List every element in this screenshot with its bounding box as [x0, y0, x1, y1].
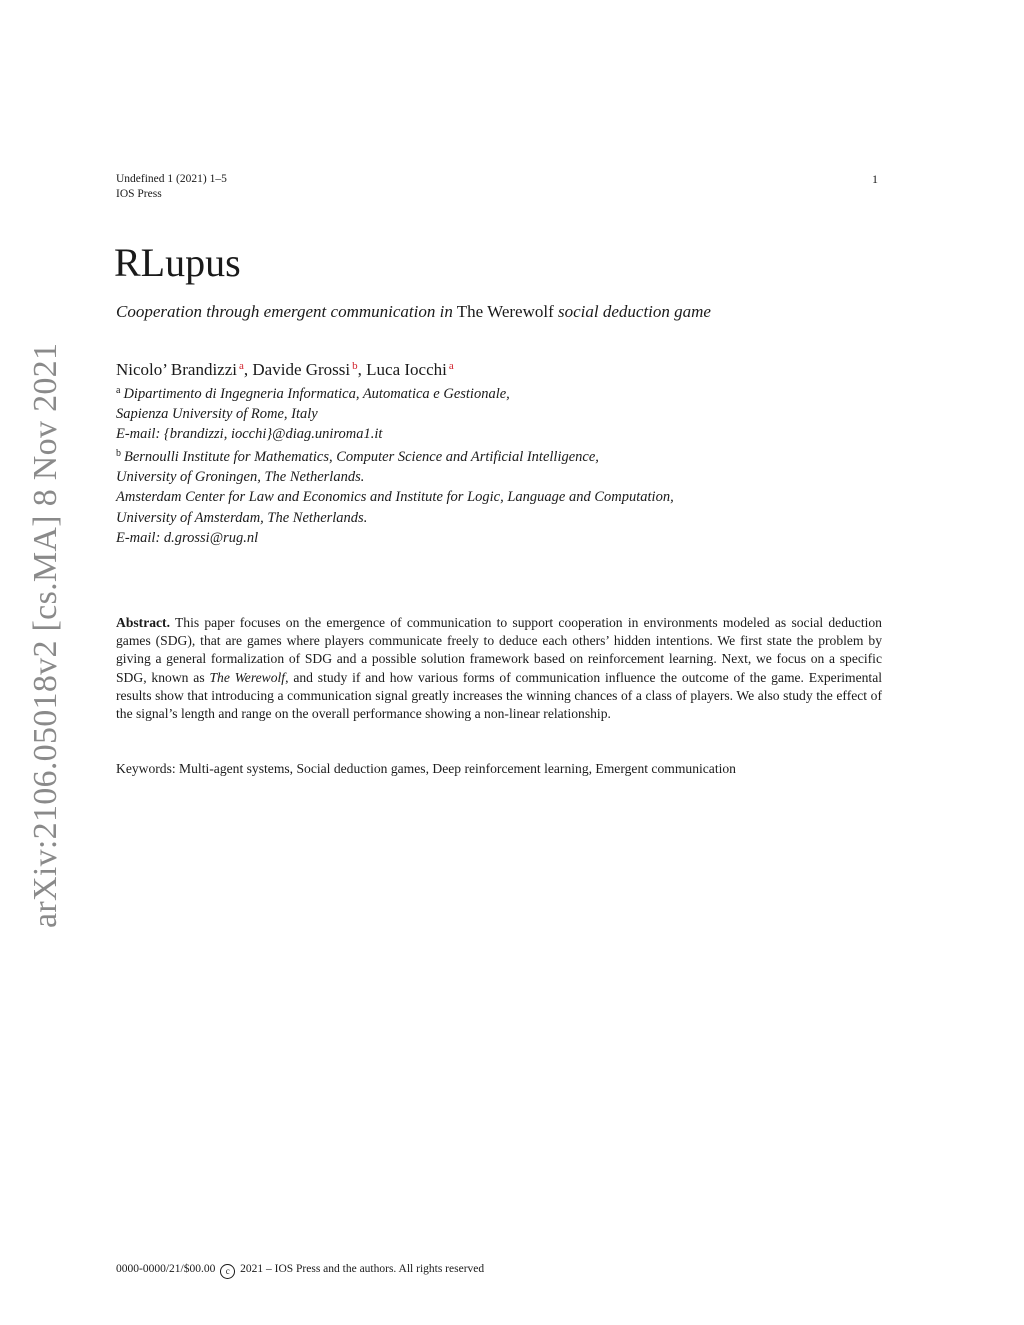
journal-volume: Undefined 1 (2021) 1–5: [116, 173, 227, 185]
affiliation-line: [116, 444, 674, 467]
affiliation-line: [116, 424, 674, 444]
arxiv-stamp: arXiv:2106.05018v2 [cs.MA] 8 Nov 2021: [27, 342, 64, 928]
subtitle-part-3: social deduction game: [558, 302, 711, 321]
affiliation-email: E-mail: {brandizzi, iocchi}@diag.uniroma1.it: [116, 426, 383, 443]
journal-publisher: IOS Press: [116, 188, 162, 200]
affiliation-text: Amsterdam Center for Law and Economics and Institute for Logic, Language and Computation,: [116, 489, 674, 506]
copyright-footer: [116, 1262, 484, 1279]
affiliation-text: University of Groningen, The Netherlands.: [116, 469, 365, 486]
keywords: Keywords: Multi-agent systems, Social deduction games, Deep reinforcement learning, Emergent communication: [116, 761, 736, 776]
abstract-text: , and study if and how various forms of communication influence the outcome of the game. Experimental results show that introducing a communication signal greatly increases the winning chances of a class of players. We also study the effect of the signal’s length and range on the overall performance showing a non-linear relationship.: [116, 669, 883, 722]
author-list: [116, 355, 454, 381]
author-affiliation-mark[interactable]: b: [352, 360, 358, 372]
paper-subtitle: [116, 300, 711, 324]
affiliation-line: [116, 508, 674, 528]
journal-header: [116, 172, 227, 202]
footer-rights: 2021 – IOS Press and the authors. All rights reserved: [240, 1263, 485, 1275]
subtitle-part-1: Cooperation through emergent communication in: [116, 302, 453, 321]
affiliation-text: Bernoulli Institute for Mathematics, Computer Science and Artificial Intelligence,: [124, 449, 599, 466]
abstract: [116, 614, 882, 723]
paper-title: RLupus: [114, 240, 241, 285]
author-affiliation-mark[interactable]: a: [448, 360, 454, 372]
affiliation-text: University of Amsterdam, The Netherlands.: [116, 509, 368, 526]
page-number: 1: [872, 172, 878, 186]
affiliation-text: Dipartimento di Ingegneria Informatica, Automatica e Gestionale,: [123, 386, 510, 402]
affiliation-line: [116, 467, 674, 487]
affiliation-mark: b: [116, 448, 121, 460]
author-affiliation-mark[interactable]: a: [239, 360, 244, 372]
affiliation-line: [116, 487, 674, 507]
abstract-label: Abstract.: [116, 615, 170, 630]
footer-issn: 0000-0000/21/$00.00: [116, 1263, 216, 1275]
author-name: Luca Iocchi: [366, 360, 447, 379]
author-name: Davide Grossi: [252, 360, 351, 379]
affiliation-line: [116, 528, 674, 548]
affiliation-mark: a: [116, 385, 121, 396]
author-name: Nicolo’ Brandizzi: [116, 360, 238, 379]
abstract-text: This paper focuses on the emergence of communication to support cooperation in environments modeled as social deduction games (SDG), that are games where players communicate freely to deduce each others’ hidden intentions. We first state the problem by giving a general formalization of SDG and a possible solution framework based on reinforcement learning. Next, we focus on a specific SDG, known as: [116, 615, 882, 685]
affiliation-line: [116, 404, 674, 424]
author-separator: ,: [243, 360, 253, 379]
subtitle-part-2: The Werewolf: [456, 302, 554, 321]
affiliation-email: E-mail: d.grossi@rug.nl: [116, 529, 259, 546]
affiliations: [116, 381, 674, 548]
affiliation-line: [116, 381, 674, 404]
abstract-emphasis: The Werewolf: [209, 669, 286, 685]
affiliation-text: Sapienza University of Rome, Italy: [116, 406, 318, 423]
copyright-icon: c: [220, 1264, 235, 1279]
author-separator: ,: [357, 360, 367, 379]
